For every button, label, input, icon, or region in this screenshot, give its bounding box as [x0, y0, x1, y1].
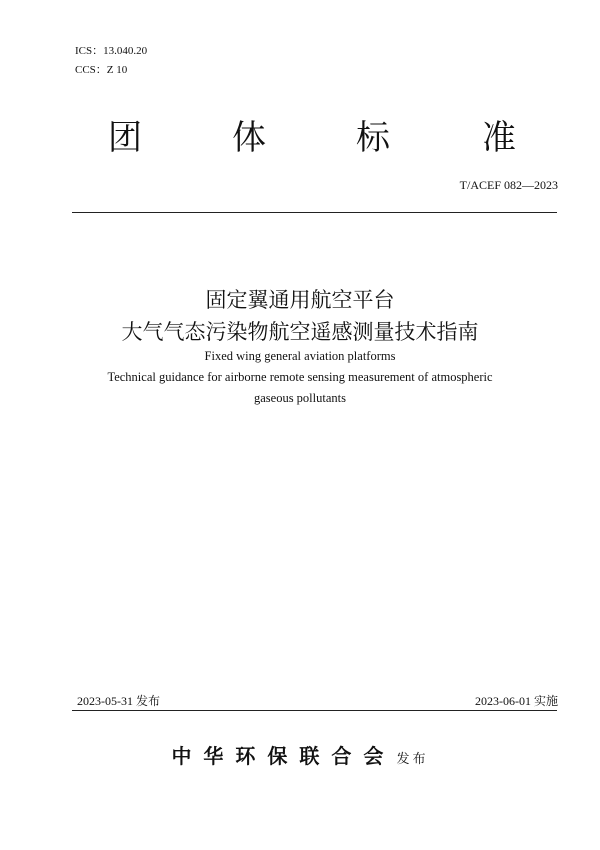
standard-type-char-3: 标 [356, 118, 390, 158]
standard-number: T/ACEF 082—2023 [459, 178, 558, 192]
standard-type-char-4: 准 [482, 118, 516, 158]
title-en-line-3: gaseous pollutants [253, 391, 346, 405]
release-date: 2023-05-31 发布 [77, 694, 160, 708]
title-en-line-1: Fixed wing general aviation platforms [204, 349, 396, 363]
ccs-code: CCS：Z 10 [75, 64, 128, 76]
standard-type-heading [0, 110, 600, 160]
publisher-verb: 发布 [396, 752, 429, 767]
title-zh-line-1: 固定翼通用航空平台 [205, 288, 395, 312]
title-en-line-2: Technical guidance for airborne remote sensing measurement of atmospheric [107, 370, 493, 384]
footer-divider [72, 710, 557, 711]
publisher-org: 中华环保联合会 [171, 744, 396, 768]
ics-code: ICS：13.040.20 [75, 45, 148, 57]
header-divider [72, 212, 557, 213]
classification-codes [75, 42, 147, 80]
standard-type-char-2: 体 [232, 118, 266, 158]
implementation-date: 2023-06-01 实施 [475, 694, 558, 708]
standard-type-char-1: 团 [108, 118, 142, 158]
title-zh-line-2: 大气气态污染物航空遥感测量技术指南 [121, 320, 479, 344]
publisher-line [0, 740, 600, 769]
title-en [0, 346, 600, 409]
